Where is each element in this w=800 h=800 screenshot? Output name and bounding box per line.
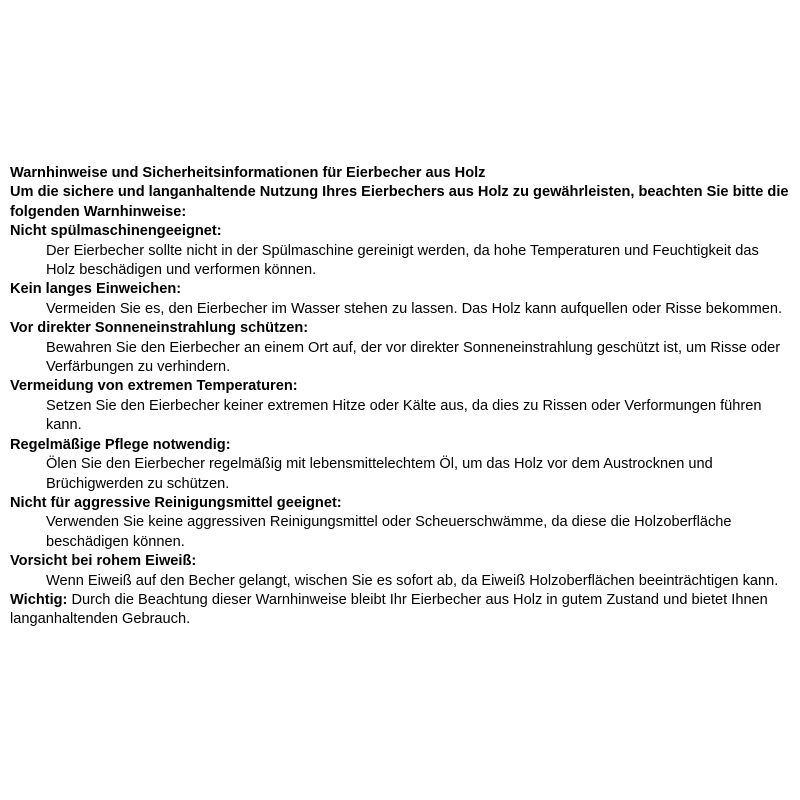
warning-text: Wenn Eiweiß auf den Becher gelangt, wischen Sie es sofort ab, da Eiweiß Holzoberflächen beeinträchtigen kann. [46,572,779,589]
warning-item [10,319,790,377]
warning-text: Setzen Sie den Eierbecher keiner extremen Hitze oder Kälte aus, da dies zu Rissen oder Verformungen führen kann. [46,397,762,434]
warning-heading: Nicht spülmaschinengeeignet: [10,223,222,240]
warning-item [10,494,790,552]
warning-heading: Vorsicht bei rohem Eiweiß: [10,553,197,570]
closing-paragraph [10,591,790,630]
document-intro: Um die sichere und langanhaltende Nutzung Ihres Eierbechers aus Holz zu gewährleisten, beachten Sie bitte die folgenden Warnhinweise: [10,184,789,220]
warning-text: Bewahren Sie den Eierbecher an einem Ort auf, der vor direkter Sonneneinstrahlung geschützt ist, um Risse oder Verfärbungen zu verhindern. [46,339,781,376]
warning-heading: Kein langes Einweichen: [10,281,182,298]
warning-heading: Nicht für aggressive Reinigungsmittel geeignet: [10,494,342,511]
closing-text: Durch die Beachtung dieser Warnhinweise bleibt Ihr Eierbecher aus Holz in gutem Zustand und bietet Ihnen langanhaltenden Gebrauch. [10,591,768,628]
warning-item [10,552,790,591]
warning-text: Vermeiden Sie es, den Eierbecher im Wasser stehen zu lassen. Das Holz kann aufquellen oder Risse bekommen. [46,300,783,317]
document [10,164,790,630]
warning-heading: Vor direkter Sonneneinstrahlung schützen: [10,320,309,337]
warning-text: Der Eierbecher sollte nicht in der Spülmaschine gereinigt werden, da hohe Temperaturen und Feuchtigkeit das Holz beschädigen und verformen können. [46,242,759,279]
warning-heading: Regelmäßige Pflege notwendig: [10,436,231,453]
warning-heading: Vermeidung von extremen Temperaturen: [10,378,298,395]
warning-item [10,222,790,280]
warning-item [10,280,790,319]
warning-item [10,377,790,435]
warning-item [10,436,790,494]
warning-text: Ölen Sie den Eierbecher regelmäßig mit lebensmittelechtem Öl, um das Holz vor dem Austrocknen und Brüchigwerden zu schützen. [46,456,713,492]
closing-label: Wichtig: [10,591,68,608]
document-title: Warnhinweise und Sicherheitsinformationen für Eierbecher aus Holz [10,165,486,181]
warning-text: Verwenden Sie keine aggressiven Reinigungsmittel oder Scheuerschwämme, da diese die Holzoberfläche beschädigen können. [46,514,732,550]
